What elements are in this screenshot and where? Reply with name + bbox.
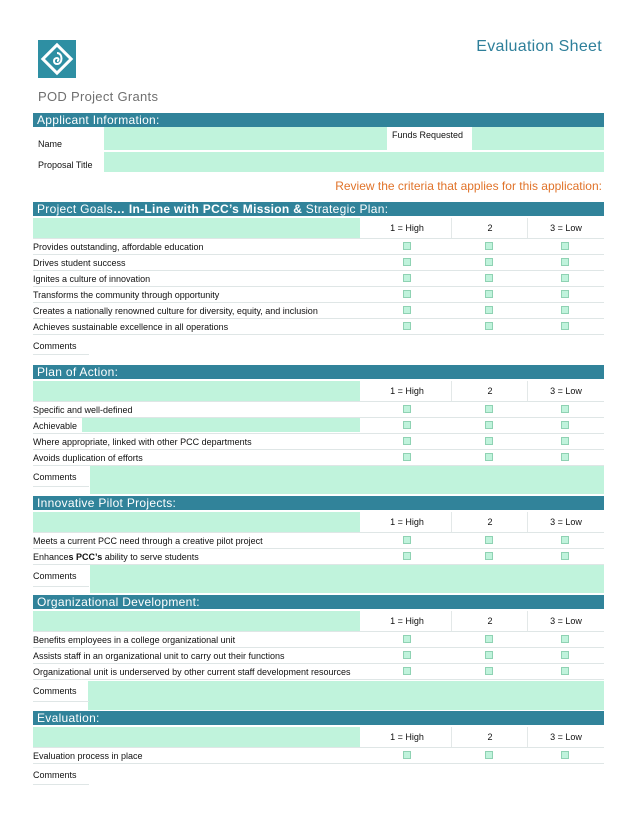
page-title: Evaluation Sheet	[476, 38, 602, 55]
rating-header-low: 3 = Low	[550, 517, 582, 527]
comments-label: Comments	[33, 686, 77, 696]
rating-checkbox-low[interactable]	[561, 306, 569, 314]
criteria-item: Meets a current PCC need through a creative pilot project	[33, 536, 263, 546]
funds-requested-field[interactable]	[472, 127, 604, 150]
comments-label: Comments	[33, 571, 77, 581]
rating-header-high: 1 = High	[390, 517, 424, 527]
rating-checkbox-mid[interactable]	[485, 437, 493, 445]
section-header-evaluation: Evaluation:	[33, 711, 604, 725]
rating-checkbox-low[interactable]	[561, 635, 569, 643]
comments-field[interactable]	[90, 466, 604, 494]
rating-checkbox-low[interactable]	[561, 552, 569, 560]
criteria-item: Avoids duplication of efforts	[33, 453, 143, 463]
rating-checkbox-high[interactable]	[403, 651, 411, 659]
rating-checkbox-mid[interactable]	[485, 421, 493, 429]
rating-checkbox-low[interactable]	[561, 258, 569, 266]
rating-checkbox-low[interactable]	[561, 536, 569, 544]
review-prompt: Review the criteria that applies for this application:	[335, 179, 602, 193]
rating-checkbox-low[interactable]	[561, 667, 569, 675]
rating-checkbox-high[interactable]	[403, 405, 411, 413]
name-field[interactable]	[104, 127, 387, 150]
criteria-item: Achieves sustainable excellence in all operations	[33, 322, 229, 332]
rating-checkbox-low[interactable]	[561, 274, 569, 282]
rating-checkbox-high[interactable]	[403, 290, 411, 298]
rating-checkbox-high[interactable]	[403, 437, 411, 445]
rating-checkbox-high[interactable]	[403, 635, 411, 643]
criteria-item: Benefits employees in a college organizational unit	[33, 635, 236, 645]
rating-header-high: 1 = High	[390, 223, 424, 233]
goals-header-field	[33, 218, 360, 238]
criteria-item: Provides outstanding, affordable education	[33, 242, 204, 252]
name-label: Name	[38, 139, 63, 149]
org-header-field	[33, 611, 360, 631]
rating-checkbox-mid[interactable]	[485, 651, 493, 659]
rating-checkbox-high[interactable]	[403, 536, 411, 544]
section-header-applicant: Applicant Information:	[33, 113, 604, 127]
rating-checkbox-high[interactable]	[403, 306, 411, 314]
rating-checkbox-mid[interactable]	[485, 536, 493, 544]
rating-checkbox-low[interactable]	[561, 290, 569, 298]
criteria-item: Achievable	[33, 421, 78, 431]
rating-checkbox-mid[interactable]	[485, 290, 493, 298]
rating-header-mid: 2	[487, 616, 493, 626]
comments-field[interactable]	[88, 681, 604, 710]
rating-checkbox-mid[interactable]	[485, 453, 493, 461]
rating-checkbox-low[interactable]	[561, 322, 569, 330]
rating-header-low: 3 = Low	[550, 386, 582, 396]
rating-checkbox-mid[interactable]	[485, 306, 493, 314]
rating-checkbox-high[interactable]	[403, 274, 411, 282]
rating-checkbox-mid[interactable]	[485, 258, 493, 266]
achievable-field[interactable]	[82, 418, 360, 432]
criteria-item: Creates a nationally renowned culture for diversity, equity, and inclusion	[33, 306, 318, 316]
rating-header-low: 3 = Low	[550, 223, 582, 233]
criteria-item: Drives student success	[33, 258, 126, 268]
rating-checkbox-mid[interactable]	[485, 322, 493, 330]
rating-header-mid: 2	[487, 386, 493, 396]
section-header-org: Organizational Development:	[33, 595, 604, 609]
comments-label: Comments	[33, 341, 77, 351]
rating-checkbox-high[interactable]	[403, 751, 411, 759]
action-header-field	[33, 381, 360, 401]
proposal-title-label: Proposal Title	[38, 160, 93, 170]
rating-checkbox-low[interactable]	[561, 421, 569, 429]
rating-checkbox-low[interactable]	[561, 751, 569, 759]
rating-checkbox-high[interactable]	[403, 453, 411, 461]
section-header-pilot: Innovative Pilot Projects:	[33, 496, 604, 510]
funds-requested-label: Funds Requested	[392, 130, 464, 140]
criteria-item: Transforms the community through opportunity	[33, 290, 220, 300]
criteria-item: Ignites a culture of innovation	[33, 274, 151, 284]
criteria-item: Evaluation process in place	[33, 751, 143, 761]
rating-checkbox-low[interactable]	[561, 242, 569, 250]
rating-checkbox-low[interactable]	[561, 651, 569, 659]
rating-header-low: 3 = Low	[550, 732, 582, 742]
rating-checkbox-high[interactable]	[403, 667, 411, 675]
rating-checkbox-mid[interactable]	[485, 635, 493, 643]
section-header-goals: Project Goals… In-Line with PCC’s Mission & Strategic Plan:	[33, 202, 604, 216]
rating-header-low: 3 = Low	[550, 616, 582, 626]
rating-header-mid: 2	[487, 517, 493, 527]
criteria-item: Where appropriate, linked with other PCC departments	[33, 437, 252, 447]
page-subtitle: POD Project Grants	[38, 89, 159, 104]
rating-checkbox-mid[interactable]	[485, 751, 493, 759]
comments-label: Comments	[33, 770, 77, 780]
rating-checkbox-high[interactable]	[403, 242, 411, 250]
rating-checkbox-low[interactable]	[561, 453, 569, 461]
rating-checkbox-high[interactable]	[403, 258, 411, 266]
rating-checkbox-mid[interactable]	[485, 242, 493, 250]
rating-checkbox-low[interactable]	[561, 437, 569, 445]
section-header-action: Plan of Action:	[33, 365, 604, 379]
comments-field[interactable]	[90, 565, 604, 593]
criteria-item: Organizational unit is underserved by other current staff development resources	[33, 667, 351, 677]
criteria-item: Specific and well-defined	[33, 405, 133, 415]
pilot-header-field	[33, 512, 360, 532]
rating-checkbox-low[interactable]	[561, 405, 569, 413]
rating-checkbox-high[interactable]	[403, 552, 411, 560]
rating-checkbox-mid[interactable]	[485, 405, 493, 413]
rating-checkbox-mid[interactable]	[485, 552, 493, 560]
evaluation-header-field	[33, 727, 360, 747]
rating-checkbox-mid[interactable]	[485, 667, 493, 675]
comments-label: Comments	[33, 472, 77, 482]
criteria-item: Enhances PCC’s ability to serve students	[33, 552, 199, 562]
logo-icon	[38, 40, 76, 78]
proposal-title-field[interactable]	[104, 152, 604, 172]
rating-header-mid: 2	[487, 732, 493, 742]
rating-header-high: 1 = High	[390, 616, 424, 626]
rating-checkbox-mid[interactable]	[485, 274, 493, 282]
rating-header-high: 1 = High	[390, 386, 424, 396]
rating-checkbox-high[interactable]	[403, 421, 411, 429]
rating-header-high: 1 = High	[390, 732, 424, 742]
criteria-item: Assists staff in an organizational unit to carry out their functions	[33, 651, 285, 661]
rating-checkbox-high[interactable]	[403, 322, 411, 330]
rating-header-mid: 2	[487, 223, 493, 233]
